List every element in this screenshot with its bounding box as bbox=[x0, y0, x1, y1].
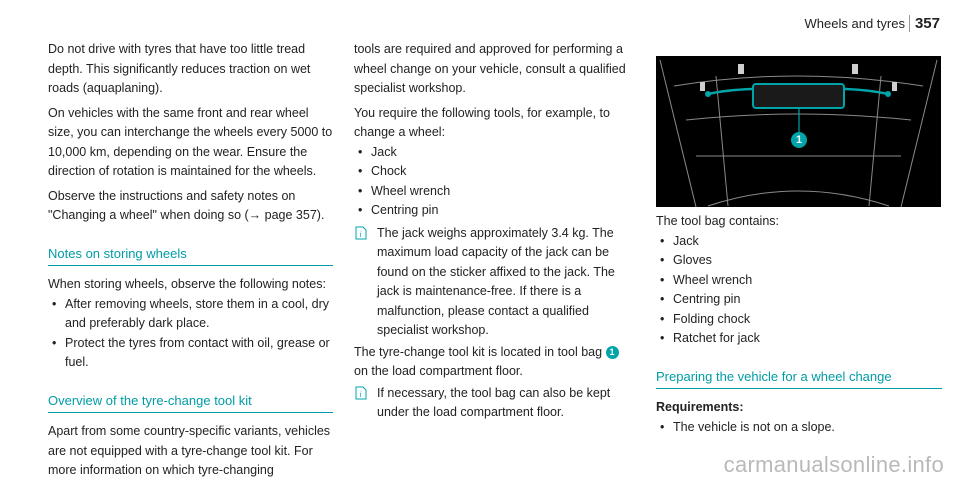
paragraph: tools are required and approved for performing a wheel change on your vehicle, consult a qualified specialist workshop. bbox=[354, 42, 626, 95]
list-item: • After removing wheels, store them in a cool, dry and preferably dark place. bbox=[48, 295, 333, 334]
note-text: The jack weighs approximately 3.4 kg. The maximum load capacity of the jack can be found on the sticker affixed to the jack. The jack is maintenance-free. If there is a malfunction, please contact a qualified specialist workshop. bbox=[377, 225, 615, 337]
section-title: Wheels and tyres bbox=[804, 16, 905, 31]
column-middle bbox=[354, 40, 634, 423]
note bbox=[354, 384, 634, 423]
list-item: • Wheel wrench bbox=[656, 271, 942, 291]
callout-badge: 1 bbox=[606, 346, 619, 359]
list-item: • Centring pin bbox=[354, 201, 634, 221]
list-item: • The vehicle is not on a slope. bbox=[656, 418, 942, 438]
svg-text:i: i bbox=[359, 229, 362, 239]
paragraph: Do not drive with tyres that have too little tread depth. This significantly reduces traction on wet roads (aquaplaning). bbox=[48, 42, 311, 95]
paragraph: When storing wheels, observe the following notes: bbox=[48, 277, 326, 291]
paragraph: The tool bag contains: bbox=[656, 214, 779, 228]
info-icon bbox=[354, 226, 367, 240]
paragraph: The tyre-change tool kit is located in tool bag 1 on the load compartment floor. bbox=[354, 343, 634, 382]
paragraph: Observe the instructions and safety notes on "Changing a wheel" when doing so (→ page 357). bbox=[48, 188, 325, 222]
list-item: • Jack bbox=[354, 143, 634, 163]
list-item: • Gloves bbox=[656, 251, 942, 271]
note-text: If necessary, the tool bag can also be kept under the load compartment floor. bbox=[377, 385, 611, 419]
heading-tool-kit-overview: Overview of the tyre-change tool kit bbox=[48, 391, 333, 414]
tool-bag-list bbox=[656, 232, 942, 349]
heading-preparing-vehicle: Preparing the vehicle for a wheel change bbox=[656, 367, 942, 390]
note bbox=[354, 224, 634, 341]
list-item: • Chock bbox=[354, 162, 634, 182]
list-item: • Centring pin bbox=[656, 290, 942, 310]
list-item: • Folding chock bbox=[656, 310, 942, 330]
paragraph: Apart from some country-specific variants, vehicles are not equipped with a tyre-change tool kit. For more information on which tyre-changing bbox=[48, 424, 331, 477]
requirements-label: Requirements: bbox=[656, 400, 744, 414]
list-item: • Wheel wrench bbox=[354, 182, 634, 202]
heading-storing-wheels: Notes on storing wheels bbox=[48, 244, 333, 267]
column-right bbox=[656, 212, 942, 437]
paragraph: You require the following tools, for example, to change a wheel: bbox=[354, 105, 610, 139]
tools-list bbox=[354, 143, 634, 221]
page-header bbox=[805, 14, 940, 34]
list-item: • Jack bbox=[656, 232, 942, 252]
storing-list bbox=[48, 295, 333, 373]
paragraph: On vehicles with the same front and rear wheel size, you can interchange the wheels every 5000 to 10,000 km, depending on the wear. Ensure the direction of rotation is maintained for the wheels. bbox=[48, 105, 333, 178]
watermark: carmanualsonline.info bbox=[723, 451, 944, 477]
figure-callout: 1 bbox=[795, 134, 803, 146]
list-item: • Protect the tyres from contact with oil, grease or fuel. bbox=[48, 334, 333, 373]
load-compartment-figure bbox=[656, 56, 941, 207]
column-left bbox=[48, 40, 333, 486]
page-number: 357 bbox=[909, 15, 940, 32]
info-icon bbox=[354, 386, 367, 400]
svg-text:i: i bbox=[359, 389, 362, 399]
requirements-list bbox=[656, 418, 942, 438]
list-item: • Ratchet for jack bbox=[656, 329, 942, 349]
